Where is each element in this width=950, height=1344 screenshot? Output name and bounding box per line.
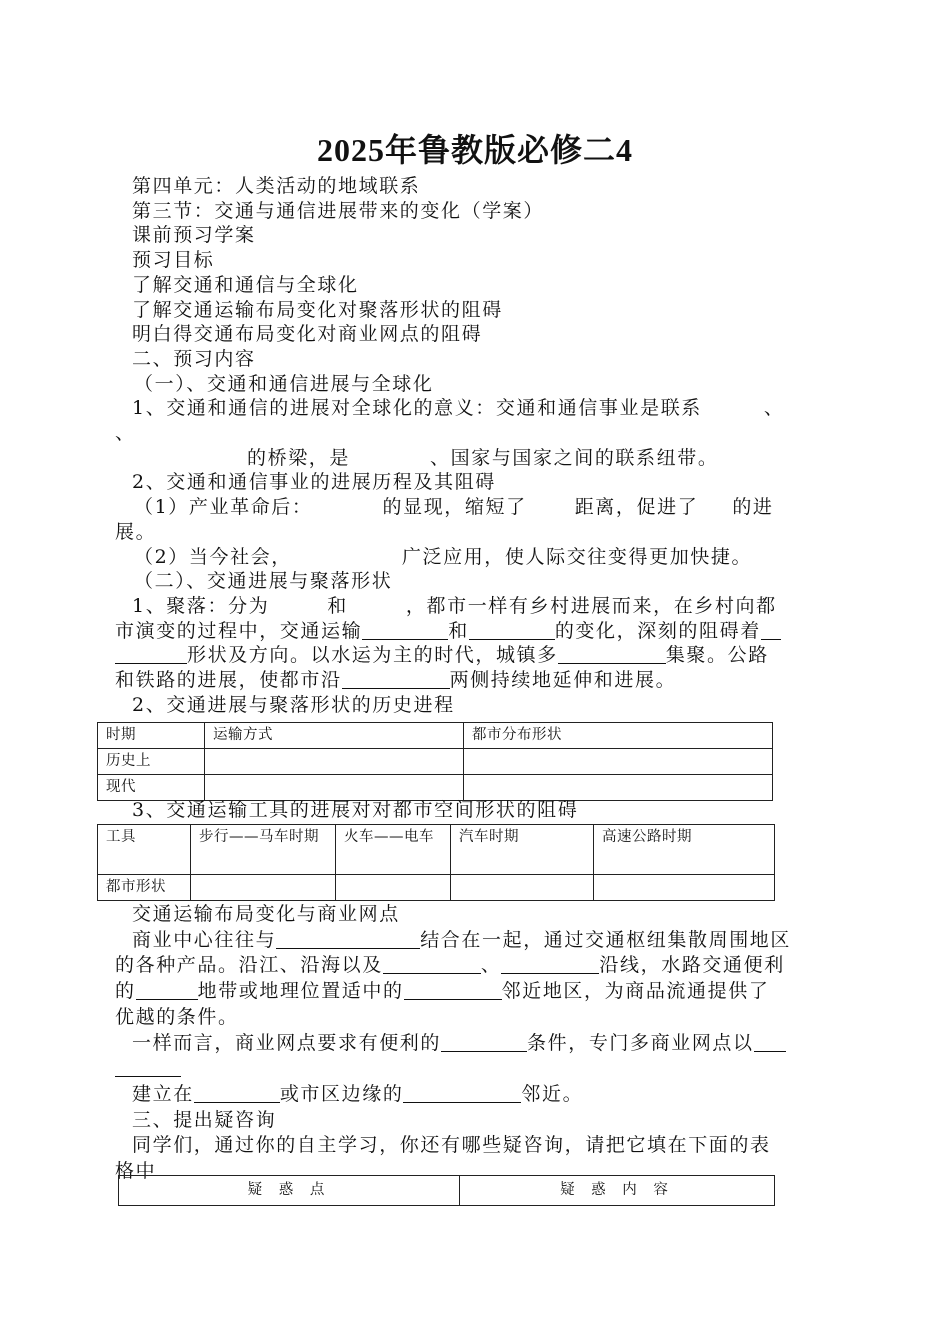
fill-blank[interactable] bbox=[441, 1031, 527, 1052]
fill-blank[interactable] bbox=[383, 953, 481, 974]
text: ，都市一样有乡村进展而来，在乡村向都 bbox=[405, 594, 777, 617]
text: 条件，专门多商业网点以 bbox=[527, 1031, 754, 1054]
settlement-line-2 bbox=[115, 619, 835, 644]
table-cell[interactable] bbox=[464, 749, 773, 775]
section-line: 第三节：交通与通信进展带来的变化（学案） bbox=[132, 199, 545, 222]
table-row-label: 现代 bbox=[98, 775, 205, 801]
table-header: 汽车时期 bbox=[451, 825, 594, 875]
commerce-section bbox=[115, 902, 835, 1185]
city-shape-table bbox=[97, 824, 775, 901]
commerce-line-2 bbox=[115, 953, 835, 979]
question-1-line bbox=[115, 396, 835, 421]
question-2-1-wrap: 展。 bbox=[115, 520, 157, 543]
text: 1、聚落：分为 bbox=[132, 594, 270, 617]
text: 一样而言，商业网点要求有便利的 bbox=[132, 1031, 442, 1054]
table-header: 步行——马车时期 bbox=[191, 825, 336, 875]
text: 市演变的过程中，交通运输 bbox=[115, 619, 363, 642]
question-2-heading: 2、交通和通信事业的进展历程及其阻碍 bbox=[132, 471, 496, 494]
goal-3: 明白得交通布局变化对商业网点的阻碍 bbox=[132, 323, 483, 346]
part-3-line-2: 格中 bbox=[115, 1160, 157, 1183]
text: 建立在 bbox=[132, 1082, 194, 1105]
commerce-line-4: 优越的条件。 bbox=[115, 1005, 239, 1028]
commerce-line-5 bbox=[115, 1031, 835, 1057]
text: 的各种产品。沿江、沿海以及 bbox=[115, 954, 383, 977]
fill-blank[interactable] bbox=[276, 928, 420, 949]
table-cell[interactable] bbox=[336, 875, 451, 901]
text: 的进 bbox=[732, 496, 774, 519]
settlement-line-3 bbox=[115, 643, 835, 668]
text: 和铁路的进展，使都市沿 bbox=[115, 669, 342, 692]
text: 沿线，水路交通便利 bbox=[599, 954, 785, 977]
subsection-2-heading: （二）、交通进展与聚落形状 bbox=[134, 570, 393, 593]
fill-blank[interactable] bbox=[404, 979, 502, 1000]
fill-blank[interactable] bbox=[136, 979, 198, 1000]
question-2-2-line bbox=[115, 545, 835, 570]
text: 、国家与国家之间的联系纽带。 bbox=[430, 446, 719, 469]
text: 两侧持续地延伸和进展。 bbox=[449, 669, 677, 692]
commerce-line-6 bbox=[115, 1082, 835, 1108]
fill-blank[interactable] bbox=[558, 643, 666, 664]
settlement-line-1 bbox=[115, 594, 835, 619]
table-cell[interactable] bbox=[451, 875, 594, 901]
question-1-line-2 bbox=[115, 446, 835, 471]
table-1-wrapper bbox=[97, 722, 773, 801]
text: 的 bbox=[115, 980, 136, 1003]
table-header: 疑 惑 内 容 bbox=[460, 1176, 775, 1206]
table-header: 工具 bbox=[98, 825, 191, 875]
document-body bbox=[115, 174, 835, 717]
table-row-label: 都市形状 bbox=[98, 875, 191, 901]
text: 和 bbox=[327, 594, 348, 617]
table-1-heading: 2、交通进展与聚落形状的历史进程 bbox=[132, 693, 455, 716]
table-3-wrapper bbox=[118, 1175, 775, 1206]
fill-blank[interactable] bbox=[115, 1056, 181, 1077]
part-2-heading: 二、预习内容 bbox=[132, 347, 256, 370]
settlement-history-table bbox=[97, 722, 773, 801]
part-3-heading: 三、提出疑咨询 bbox=[132, 1108, 277, 1131]
part-3-line-1: 同学们，通过你的自主学习，你还有哪些疑咨询，请把它填在下面的表 bbox=[132, 1134, 771, 1157]
fill-blank[interactable] bbox=[115, 643, 187, 664]
fill-blank[interactable] bbox=[194, 1082, 280, 1103]
question-1-wrap: 、 bbox=[115, 422, 136, 445]
fill-blank[interactable] bbox=[754, 1031, 786, 1052]
question-2-1-line bbox=[115, 495, 835, 520]
commerce-line-5-wrap bbox=[115, 1056, 835, 1082]
text: 结合在一起，通过交通枢纽集散周围地区 bbox=[420, 928, 792, 951]
text: 的显现，缩短了 bbox=[382, 496, 527, 519]
commerce-line-3 bbox=[115, 979, 835, 1005]
text: 、 bbox=[763, 397, 785, 420]
text: 商业中心往往与 bbox=[132, 928, 277, 951]
text: 广泛应用，使人际交往变得更加快捷。 bbox=[401, 545, 753, 568]
table-cell[interactable] bbox=[205, 749, 464, 775]
table-header: 都市分布形状 bbox=[464, 723, 773, 749]
text: 和 bbox=[448, 619, 469, 642]
goal-1: 了解交通和通信与全球化 bbox=[132, 273, 359, 296]
subsection-1-heading: （一）、交通和通信进展与全球化 bbox=[134, 372, 434, 395]
preview-line: 课前预习学案 bbox=[132, 224, 256, 247]
settlement-line-4 bbox=[115, 668, 835, 693]
goal-2: 了解交通运输布局变化对聚落形状的阻碍 bbox=[132, 298, 503, 321]
text: （2）当今社会， bbox=[134, 545, 292, 568]
table-2-heading: 3、交通运输工具的进展对对都市空间形状的阻碍 bbox=[132, 799, 579, 821]
fill-blank[interactable] bbox=[362, 619, 448, 640]
text: 的变化，深刻的阻碍着 bbox=[554, 619, 761, 642]
commerce-heading: 交通运输布局变化与商业网点 bbox=[132, 903, 400, 925]
table-row-label: 历史上 bbox=[98, 749, 205, 775]
text: 形状及方向。以水运为主的时代，城镇多 bbox=[187, 644, 558, 667]
table-header: 高速公路时期 bbox=[594, 825, 775, 875]
text: 邻近地区，为商品流通提供了 bbox=[501, 980, 770, 1003]
questions-table bbox=[118, 1175, 775, 1206]
fill-blank[interactable] bbox=[761, 619, 781, 640]
table-2-wrapper bbox=[97, 824, 775, 901]
table-header: 火车——电车 bbox=[336, 825, 451, 875]
text: 、 bbox=[480, 954, 502, 977]
fill-blank[interactable] bbox=[469, 619, 555, 640]
text: 集聚。公路 bbox=[665, 644, 769, 667]
text: （1）产业革命后： bbox=[134, 496, 313, 519]
document-title: 2025年鲁教版必修二4 bbox=[316, 132, 633, 168]
text: 1、交通和通信的进展对全球化的意义：交通和通信事业是联系 bbox=[132, 397, 702, 420]
table-2-heading-wrapper bbox=[115, 797, 578, 823]
fill-blank[interactable] bbox=[501, 953, 599, 974]
goals-heading: 预习目标 bbox=[132, 249, 215, 272]
table-cell[interactable] bbox=[191, 875, 336, 901]
text: 的桥梁，是 bbox=[247, 446, 351, 469]
table-header: 时期 bbox=[98, 723, 205, 749]
table-header: 疑 惑 点 bbox=[119, 1176, 460, 1206]
text: 地带或地理位置适中的 bbox=[197, 980, 404, 1003]
text: 距离，促进了 bbox=[574, 496, 699, 519]
fill-blank[interactable] bbox=[403, 1082, 521, 1103]
text: 邻近。 bbox=[521, 1082, 584, 1105]
commerce-line-1 bbox=[115, 928, 835, 954]
unit-line: 第四单元：人类活动的地域联系 bbox=[132, 175, 421, 197]
table-cell[interactable] bbox=[594, 875, 775, 901]
fill-blank[interactable] bbox=[342, 668, 450, 689]
table-header: 运输方式 bbox=[205, 723, 464, 749]
text: 或市区边缘的 bbox=[279, 1082, 404, 1105]
